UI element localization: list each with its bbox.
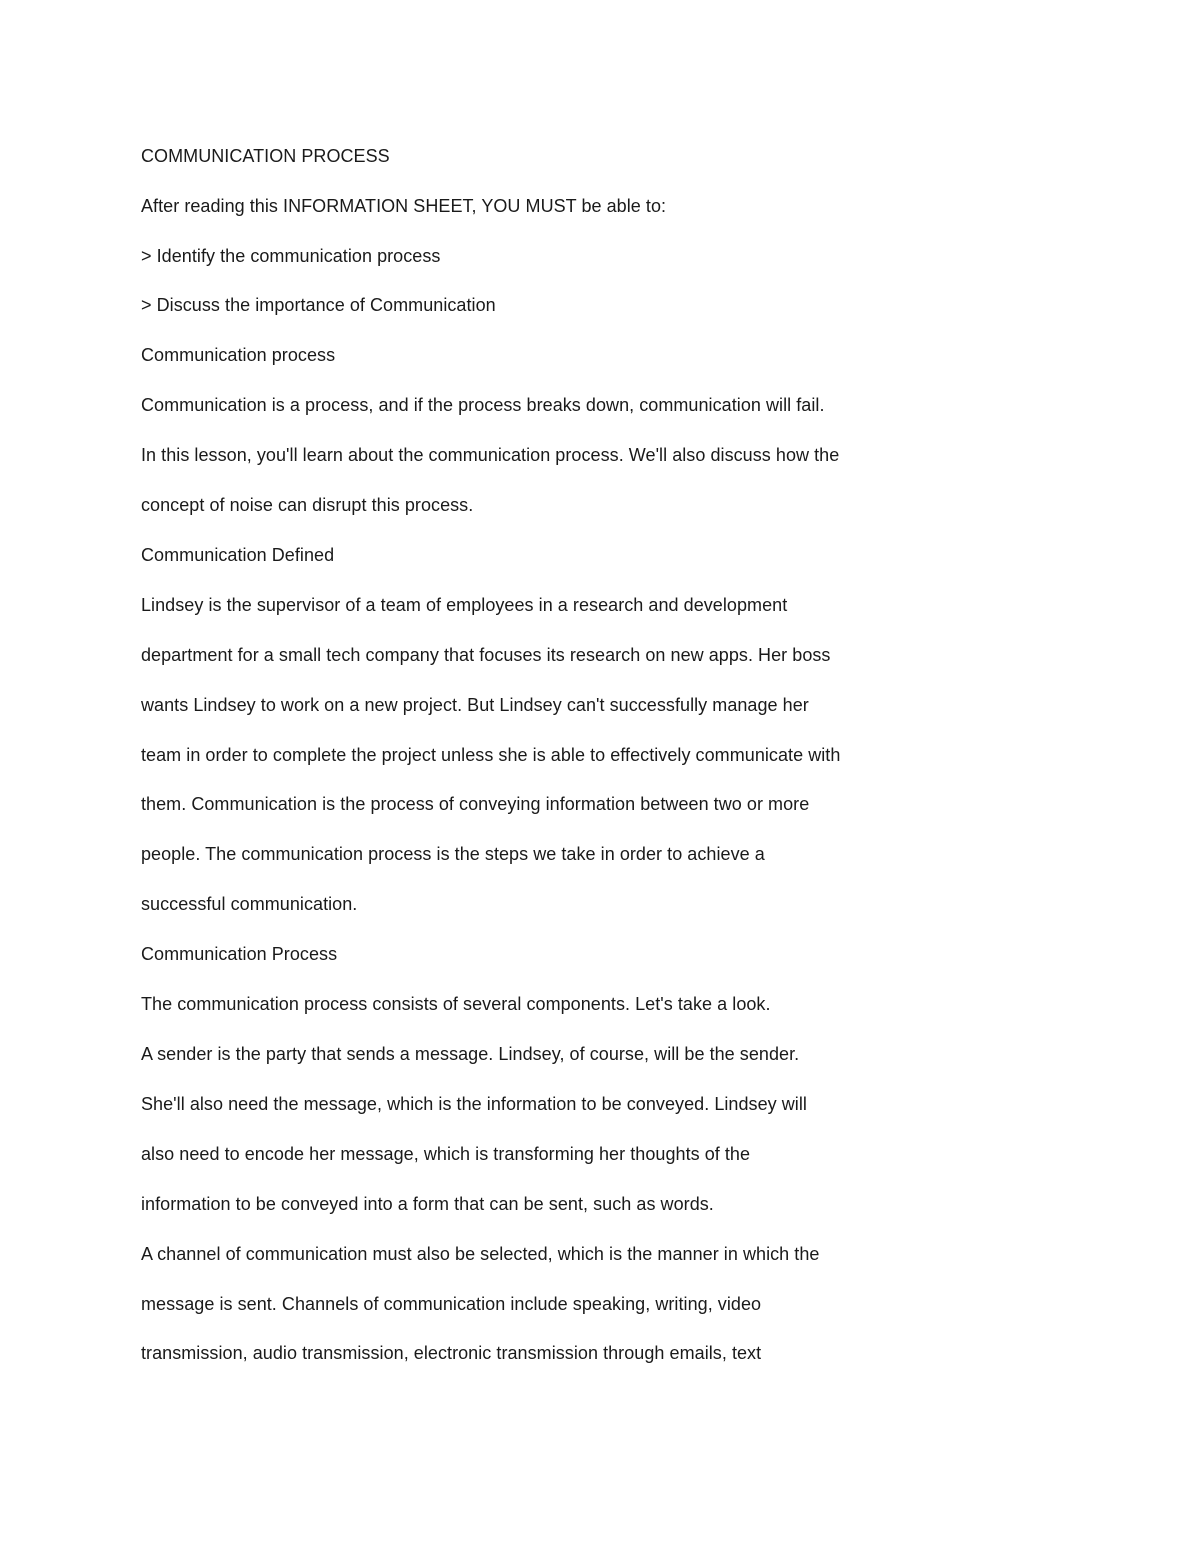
section-heading: Communication Process	[141, 944, 338, 964]
paragraph-line: In this lesson, you'll learn about the communication process. We'll also discuss how the	[141, 445, 840, 465]
paragraph-line: wants Lindsey to work on a new project. But Lindsey can't successfully manage her	[141, 695, 809, 715]
section-heading: Communication process	[141, 345, 336, 365]
document-title: COMMUNICATION PROCESS	[141, 146, 390, 166]
paragraph-line: Lindsey is the supervisor of a team of employees in a research and development	[141, 595, 788, 615]
section-heading: Communication Defined	[141, 545, 335, 565]
paragraph-line: She'll also need the message, which is the information to be conveyed. Lindsey will	[141, 1094, 807, 1114]
paragraph-line: department for a small tech company that focuses its research on new apps. Her boss	[141, 645, 831, 665]
paragraph-line: The communication process consists of several components. Let's take a look.	[141, 994, 771, 1014]
paragraph-line: them. Communication is the process of conveying information between two or more	[141, 794, 810, 814]
objective-item: > Identify the communication process	[141, 246, 441, 266]
paragraph-line: message is sent. Channels of communication include speaking, writing, video	[141, 1294, 762, 1314]
paragraph-line: also need to encode her message, which is transforming her thoughts of the	[141, 1144, 751, 1164]
paragraph-line: people. The communication process is the steps we take in order to achieve a	[141, 844, 765, 864]
paragraph-line: information to be conveyed into a form that can be sent, such as words.	[141, 1194, 714, 1214]
paragraph-line: team in order to complete the project unless she is able to effectively communicate with	[141, 745, 841, 765]
paragraph-line: successful communication.	[141, 894, 358, 914]
paragraph-line: Communication is a process, and if the process breaks down, communication will fail.	[141, 395, 825, 415]
objective-item: > Discuss the importance of Communication	[141, 295, 496, 315]
paragraph-line: transmission, audio transmission, electronic transmission through emails, text	[141, 1343, 762, 1363]
intro-line: After reading this INFORMATION SHEET, YOU MUST be able to:	[141, 196, 667, 216]
paragraph-line: A channel of communication must also be selected, which is the manner in which the	[141, 1244, 820, 1264]
paragraph-line: concept of noise can disrupt this process.	[141, 495, 474, 515]
paragraph-line: A sender is the party that sends a message. Lindsey, of course, will be the sender.	[141, 1044, 800, 1064]
